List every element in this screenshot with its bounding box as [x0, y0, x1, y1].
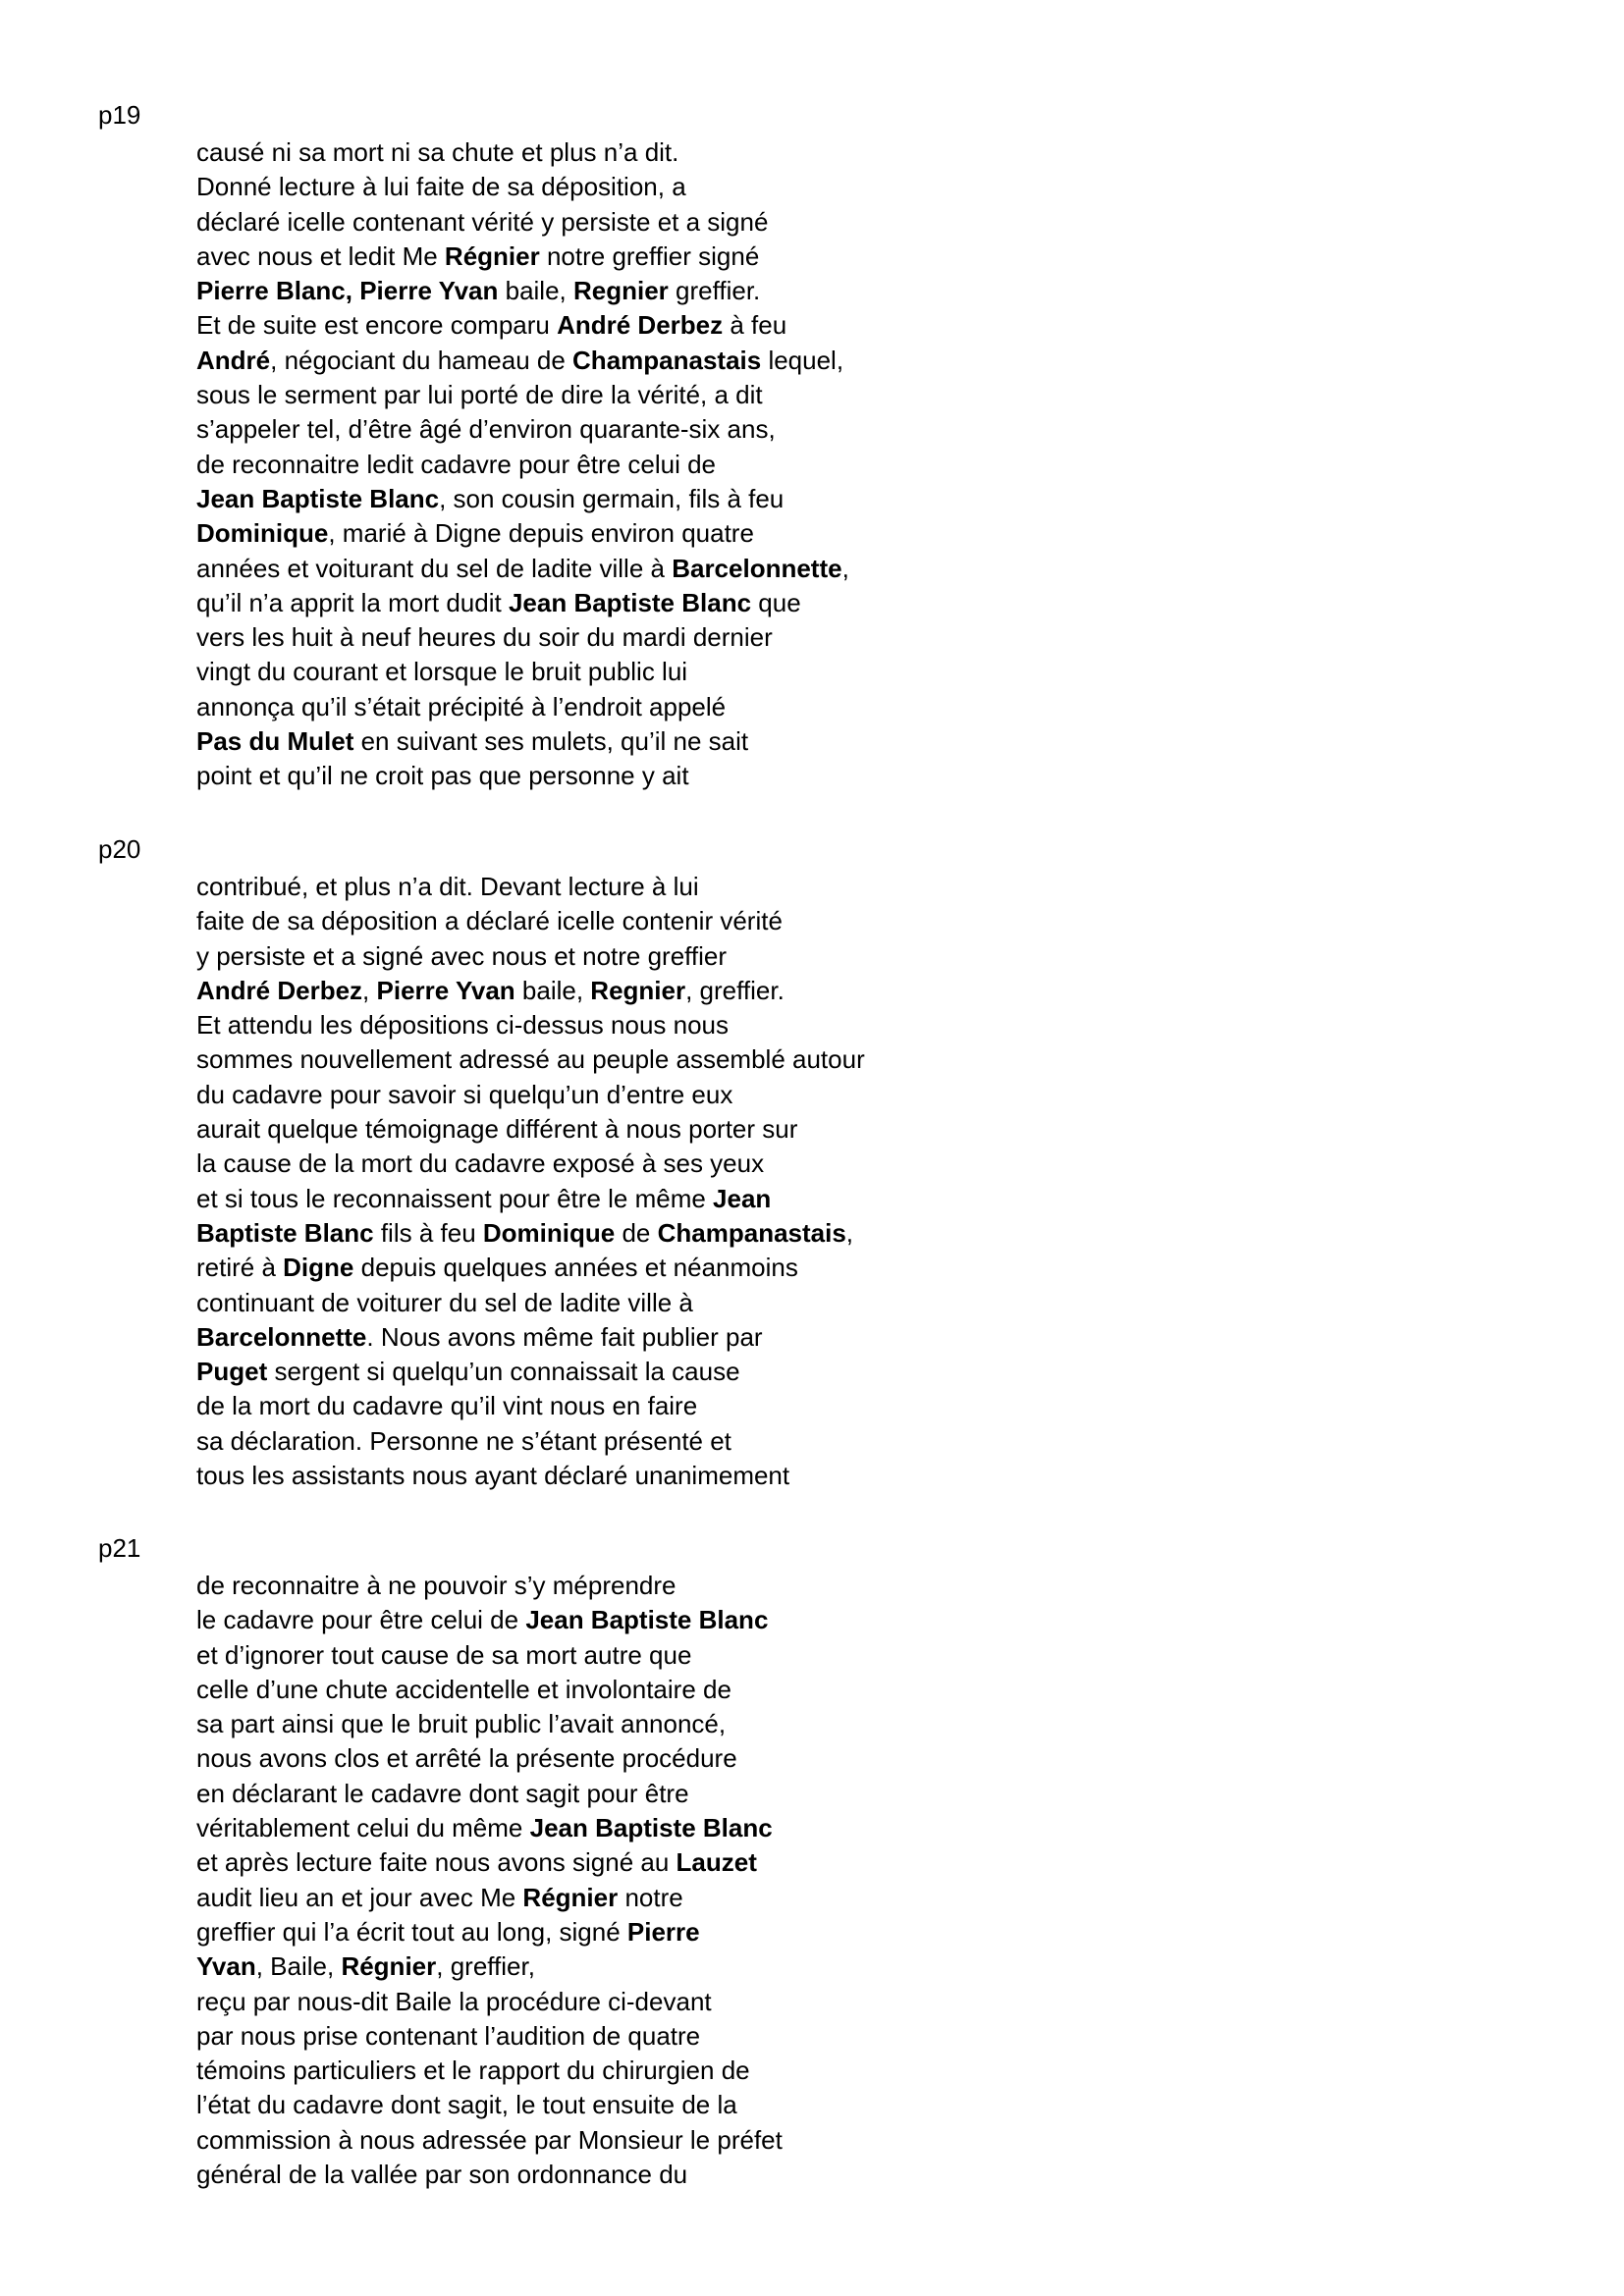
- text-line: [196, 412, 849, 447]
- text-span: . Nous avons même fait publier par: [366, 1321, 763, 1352]
- text-span: y persiste et a signé avec nous et notre greffier: [196, 940, 728, 971]
- text-line: [196, 448, 849, 482]
- text-line: [196, 1078, 865, 1112]
- bold-name-span: André Derbez: [196, 975, 363, 1005]
- text-line: [196, 1147, 865, 1181]
- bold-name-span: Régnier: [341, 1951, 437, 1982]
- text-span: véritablement celui du même: [196, 1813, 530, 1843]
- bold-name-span: Yvan: [196, 1951, 256, 1982]
- text-span: depuis quelques années et néanmoins: [353, 1253, 798, 1283]
- page-number-label: p21: [98, 1533, 141, 1563]
- text-span: de: [615, 1217, 658, 1248]
- text-line: [196, 2158, 783, 2192]
- text-span: l’état du cadavre dont sagit, le tout ensuite de la: [196, 2090, 737, 2120]
- text-line: [196, 655, 849, 689]
- bold-name-span: André: [196, 345, 271, 375]
- bold-name-span: André Derbez: [557, 310, 724, 341]
- text-line: [196, 586, 849, 620]
- text-line: [196, 1182, 865, 1216]
- text-line: [196, 1707, 783, 1741]
- bold-name-span: Barcelonnette: [196, 1321, 367, 1352]
- bold-name-span: Dominique: [482, 1217, 616, 1248]
- transcription-text: [196, 870, 865, 1493]
- text-span: en suivant ses mulets, qu’il ne sait: [353, 726, 749, 757]
- text-line: [196, 308, 849, 343]
- text-line: [196, 482, 849, 516]
- text-span: sergent si quelqu’un connaissait la cause: [267, 1357, 740, 1387]
- text-span: témoins particuliers et le rapport du chirurgien de: [196, 2056, 750, 2086]
- text-span: faite de sa déposition a déclaré icelle contenir vérité: [196, 906, 783, 936]
- text-span: greffier qui l’a écrit tout au long, signé: [196, 1916, 627, 1947]
- text-span: greffier.: [668, 276, 761, 306]
- bold-name-span: Jean Baptiste Blanc: [529, 1813, 773, 1843]
- text-span: fils à feu: [373, 1217, 483, 1248]
- text-line: [196, 1741, 783, 1776]
- text-span: , négociant du hameau de: [270, 345, 573, 375]
- text-line: [196, 1251, 865, 1285]
- text-line: [196, 939, 865, 974]
- text-span: point et qu’il ne croit pas que personne y ait: [196, 761, 689, 791]
- text-line: [196, 274, 849, 308]
- text-span: sa part ainsi que le bruit public l’avait annoncé,: [196, 1709, 727, 1739]
- text-line: [196, 870, 865, 904]
- text-line: [196, 904, 865, 938]
- bold-name-span: Lauzet: [676, 1847, 757, 1878]
- text-span: par nous prise contenant l’audition de quatre: [196, 2020, 701, 2051]
- bold-name-span: Régnier: [444, 240, 540, 271]
- text-span: de la mort du cadavre qu’il vint nous en faire: [196, 1391, 698, 1421]
- text-line: [196, 1216, 865, 1251]
- text-span: reçu par nous-dit Baile la procédure ci-devant: [196, 1986, 712, 2016]
- text-span: vers les huit à neuf heures du soir du mardi dernier: [196, 622, 773, 653]
- text-span: , greffier.: [685, 975, 785, 1005]
- text-span: Et attendu les dépositions ci-dessus nous nous: [196, 1010, 730, 1041]
- text-line: [196, 1320, 865, 1355]
- text-span: annonça qu’il s’était précipité à l’endroit appelé: [196, 691, 727, 721]
- text-span: ,: [845, 1217, 854, 1248]
- text-span: général de la vallée par son ordonnance du: [196, 2160, 688, 2190]
- text-line: [196, 170, 849, 204]
- text-line: [196, 1286, 865, 1320]
- text-line: [196, 2054, 783, 2088]
- text-line: [196, 620, 849, 655]
- text-span: s’appeler tel, d’être âgé d’environ quarante-six ans,: [196, 414, 776, 445]
- text-span: le cadavre pour être celui de: [196, 1605, 526, 1635]
- text-line: [196, 2123, 783, 2158]
- text-line: [196, 1112, 865, 1147]
- text-line: [196, 1881, 783, 1915]
- text-span: de reconnaitre ledit cadavre pour être celui de: [196, 449, 716, 479]
- bold-name-span: Jean Baptiste Blanc: [525, 1605, 769, 1635]
- bold-name-span: Dominique: [196, 518, 329, 549]
- text-line: [196, 1673, 783, 1707]
- bold-name-span: Champanastais: [572, 345, 762, 375]
- text-span: sommes nouvellement adressé au peuple assemblé autour: [196, 1044, 865, 1075]
- text-span: sous le serment par lui porté de dire la vérité, a dit: [196, 380, 763, 410]
- text-span: à feu: [723, 310, 787, 341]
- text-span: causé ni sa mort ni sa chute et plus n’a dit.: [196, 137, 679, 167]
- text-line: [196, 135, 849, 170]
- text-span: celle d’une chute accidentelle et involontaire de: [196, 1674, 731, 1704]
- bold-name-span: Jean Baptiste Blanc: [508, 587, 752, 617]
- text-span: aurait quelque témoignage différent à nous porter sur: [196, 1114, 798, 1145]
- bold-name-span: Regnier: [573, 276, 669, 306]
- text-span: , marié à Digne depuis environ quatre: [328, 518, 754, 549]
- text-line: [196, 1811, 783, 1845]
- text-span: contribué, et plus n’a dit. Devant lecture à lui: [196, 872, 699, 901]
- text-line: [196, 1949, 783, 1984]
- text-span: et si tous le reconnaissent pour être le même: [196, 1183, 714, 1213]
- text-span: en déclarant le cadavre dont sagit pour être: [196, 1778, 689, 1808]
- text-line: [196, 240, 849, 274]
- bold-name-span: Régnier: [522, 1882, 619, 1912]
- bold-name-span: Barcelonnette: [672, 553, 842, 583]
- text-span: avec nous et ledit Me: [196, 240, 445, 271]
- text-span: notre greffier signé: [539, 240, 760, 271]
- bold-name-span: Pierre: [626, 1916, 700, 1947]
- text-span: , greffier,: [436, 1951, 535, 1982]
- text-span: années et voiturant du sel de ladite ville à: [196, 553, 673, 583]
- bold-name-span: Regnier: [590, 975, 686, 1005]
- text-span: nous avons clos et arrêté la présente procédure: [196, 1743, 737, 1774]
- bold-name-span: Puget: [196, 1357, 268, 1387]
- text-span: , son cousin germain, fils à feu: [439, 483, 785, 513]
- text-line: [196, 1845, 783, 1880]
- text-line: [196, 1355, 865, 1389]
- text-line: [196, 690, 849, 724]
- text-line: [196, 1777, 783, 1811]
- text-line: [196, 2088, 783, 2122]
- text-line: [196, 1424, 865, 1459]
- transcription-text: [196, 135, 849, 794]
- bold-name-span: Jean Baptiste Blanc: [196, 483, 440, 513]
- text-line: [196, 1008, 865, 1042]
- text-line: [196, 1459, 865, 1493]
- bold-name-span: Pierre Yvan: [376, 975, 515, 1005]
- text-span: que: [751, 587, 801, 617]
- text-span: notre: [618, 1882, 683, 1912]
- text-span: déclaré icelle contenant vérité y persiste et a signé: [196, 206, 769, 237]
- text-span: , Baile,: [255, 1951, 342, 1982]
- text-line: [196, 1603, 783, 1637]
- text-line: [196, 2019, 783, 2054]
- text-span: tous les assistants nous ayant déclaré unanimement: [196, 1461, 790, 1491]
- text-span: commission à nous adressée par Monsieur le préfet: [196, 2124, 783, 2155]
- text-line: [196, 205, 849, 240]
- text-span: retiré à: [196, 1253, 284, 1283]
- text-line: [196, 552, 849, 586]
- text-span: et après lecture faite nous avons signé au: [196, 1847, 677, 1878]
- text-span: et d’ignorer tout cause de sa mort autre que: [196, 1639, 692, 1670]
- text-span: de reconnaitre à ne pouvoir s’y méprendre: [196, 1571, 677, 1600]
- text-line: [196, 1389, 865, 1423]
- text-span: lequel,: [761, 345, 844, 375]
- text-span: du cadavre pour savoir si quelqu’un d’entre eux: [196, 1079, 733, 1109]
- text-span: Donné lecture à lui faite de sa déposition, a: [196, 172, 686, 202]
- text-line: [196, 1638, 783, 1673]
- text-span: la cause de la mort du cadavre exposé à ses yeux: [196, 1148, 765, 1179]
- text-line: [196, 1915, 783, 1949]
- text-line: [196, 1569, 783, 1603]
- text-span: qu’il n’a apprit la mort dudit: [196, 587, 509, 617]
- text-line: [196, 974, 865, 1008]
- bold-name-span: Pierre Blanc, Pierre Yvan: [196, 276, 499, 306]
- transcription-text: [196, 1569, 783, 2192]
- text-line: [196, 1042, 865, 1077]
- text-line: [196, 759, 849, 793]
- page-number-label: p19: [98, 100, 141, 130]
- text-line: [196, 1985, 783, 2019]
- text-line: [196, 516, 849, 551]
- text-span: ,: [841, 553, 849, 583]
- text-span: Et de suite est encore comparu: [196, 310, 558, 341]
- bold-name-span: Champanastais: [657, 1217, 846, 1248]
- page-number-label: p20: [98, 834, 141, 864]
- text-span: vingt du courant et lorsque le bruit public lui: [196, 657, 688, 687]
- bold-name-span: Pas du Mulet: [196, 726, 354, 757]
- text-span: continuant de voiturer du sel de ladite ville à: [196, 1287, 693, 1317]
- text-line: [196, 724, 849, 759]
- text-span: baile,: [498, 276, 573, 306]
- text-span: audit lieu an et jour avec Me: [196, 1882, 523, 1912]
- text-line: [196, 378, 849, 412]
- bold-name-span: Baptiste Blanc: [196, 1217, 374, 1248]
- text-span: sa déclaration. Personne ne s’étant présenté et: [196, 1425, 731, 1456]
- text-span: baile,: [514, 975, 591, 1005]
- text-line: [196, 344, 849, 378]
- text-span: ,: [362, 975, 377, 1005]
- bold-name-span: Digne: [283, 1253, 354, 1283]
- bold-name-span: Jean: [713, 1183, 772, 1213]
